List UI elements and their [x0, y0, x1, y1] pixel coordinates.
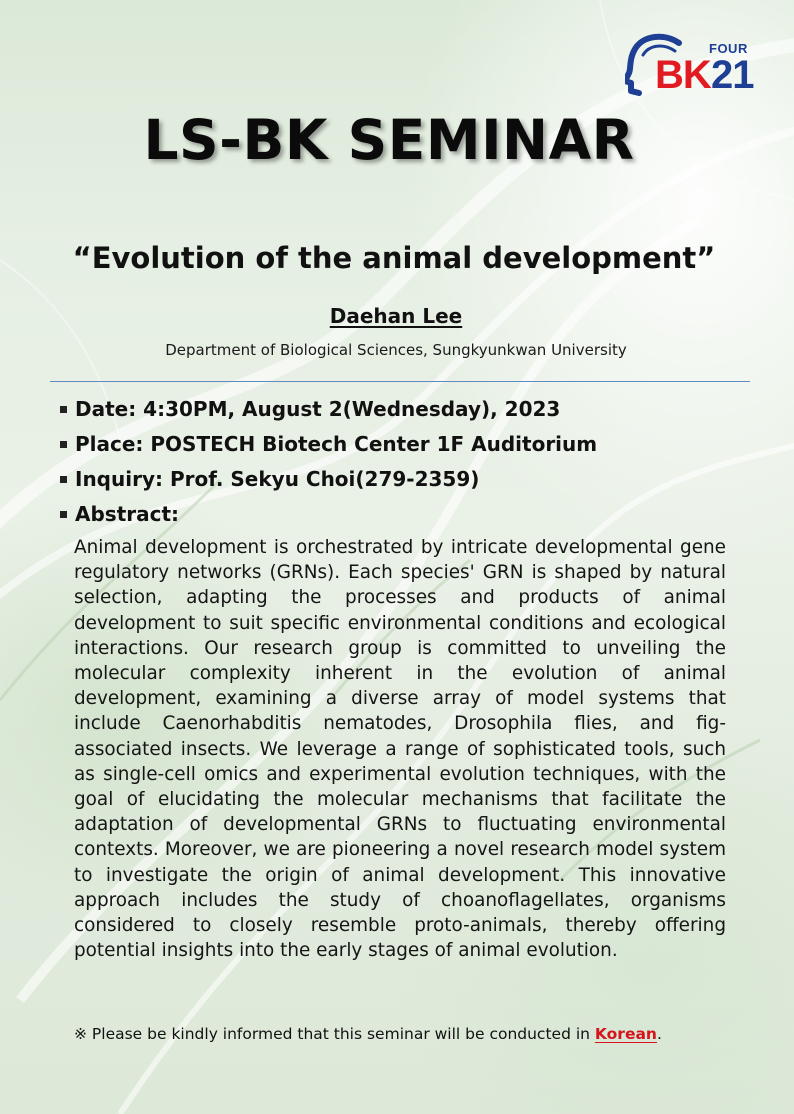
abstract-label: Abstract:	[75, 502, 180, 526]
square-bullet-icon	[60, 476, 67, 483]
info-item-inquiry	[58, 463, 748, 498]
place-text: Place: POSTECH Biotech Center 1F Auditorium	[75, 432, 598, 456]
notice-language: Korean	[594, 1025, 657, 1043]
info-item-date	[58, 393, 748, 428]
logo-21-text: 21	[711, 53, 754, 97]
logo-bk-text: BK	[655, 53, 711, 97]
speaker-affiliation: Department of Biological Sciences, Sungkyunkwan University	[165, 341, 627, 359]
info-item-place	[58, 428, 748, 463]
notice-suffix: .	[656, 1025, 662, 1043]
square-bullet-icon	[60, 441, 67, 448]
info-item-abstract	[58, 498, 748, 533]
talk-title: “Evolution of the animal development”	[72, 241, 716, 275]
inquiry-text: Inquiry: Prof. Sekyu Choi(279-2359)	[75, 467, 480, 491]
section-divider	[50, 381, 750, 382]
bk21-four-logo	[625, 33, 781, 97]
speaker-name: Daehan Lee	[329, 304, 463, 328]
notice-prefix: ※ Please be kindly informed that this seminar will be conducted in	[74, 1025, 595, 1043]
seminar-info-list	[58, 393, 748, 533]
square-bullet-icon	[60, 406, 67, 413]
date-text: Date: 4:30PM, August 2(Wednesday), 2023	[75, 397, 561, 421]
abstract-text: Animal development is orchestrated by intricate developmental gene regulatory networks (GRNs). Each species' GRN is shaped by natural selection, adapting the processes and products of animal development to suit specific environmental conditions and ecological interactions. Our research group is committed to unveiling the molecular complexity inherent in the evolution of animal development, examining a diverse array of model systems that include Caenorhabditis nematodes, Drosophila flies, and fig-associated insects. We leverage a range of sophisticated tools, such as single-cell omics and experimental evolution techniques, with the goal of elucidating the molecular mechanisms that facilitate the adaptation of developmental GRNs to fluctuating environmental contexts. Moreover, we are pioneering a novel research model system to investigate the origin of animal development. This innovative approach includes the study of choanoflagellates, organisms considered to closely resemble proto-animals, thereby offering potential insights into the early stages of animal evolution.	[74, 537, 726, 962]
seminar-title: LS-BK SEMINAR	[143, 108, 635, 172]
language-notice	[74, 1020, 774, 1048]
square-bullet-icon	[60, 511, 67, 518]
logo-four-text: FOUR	[709, 41, 748, 56]
